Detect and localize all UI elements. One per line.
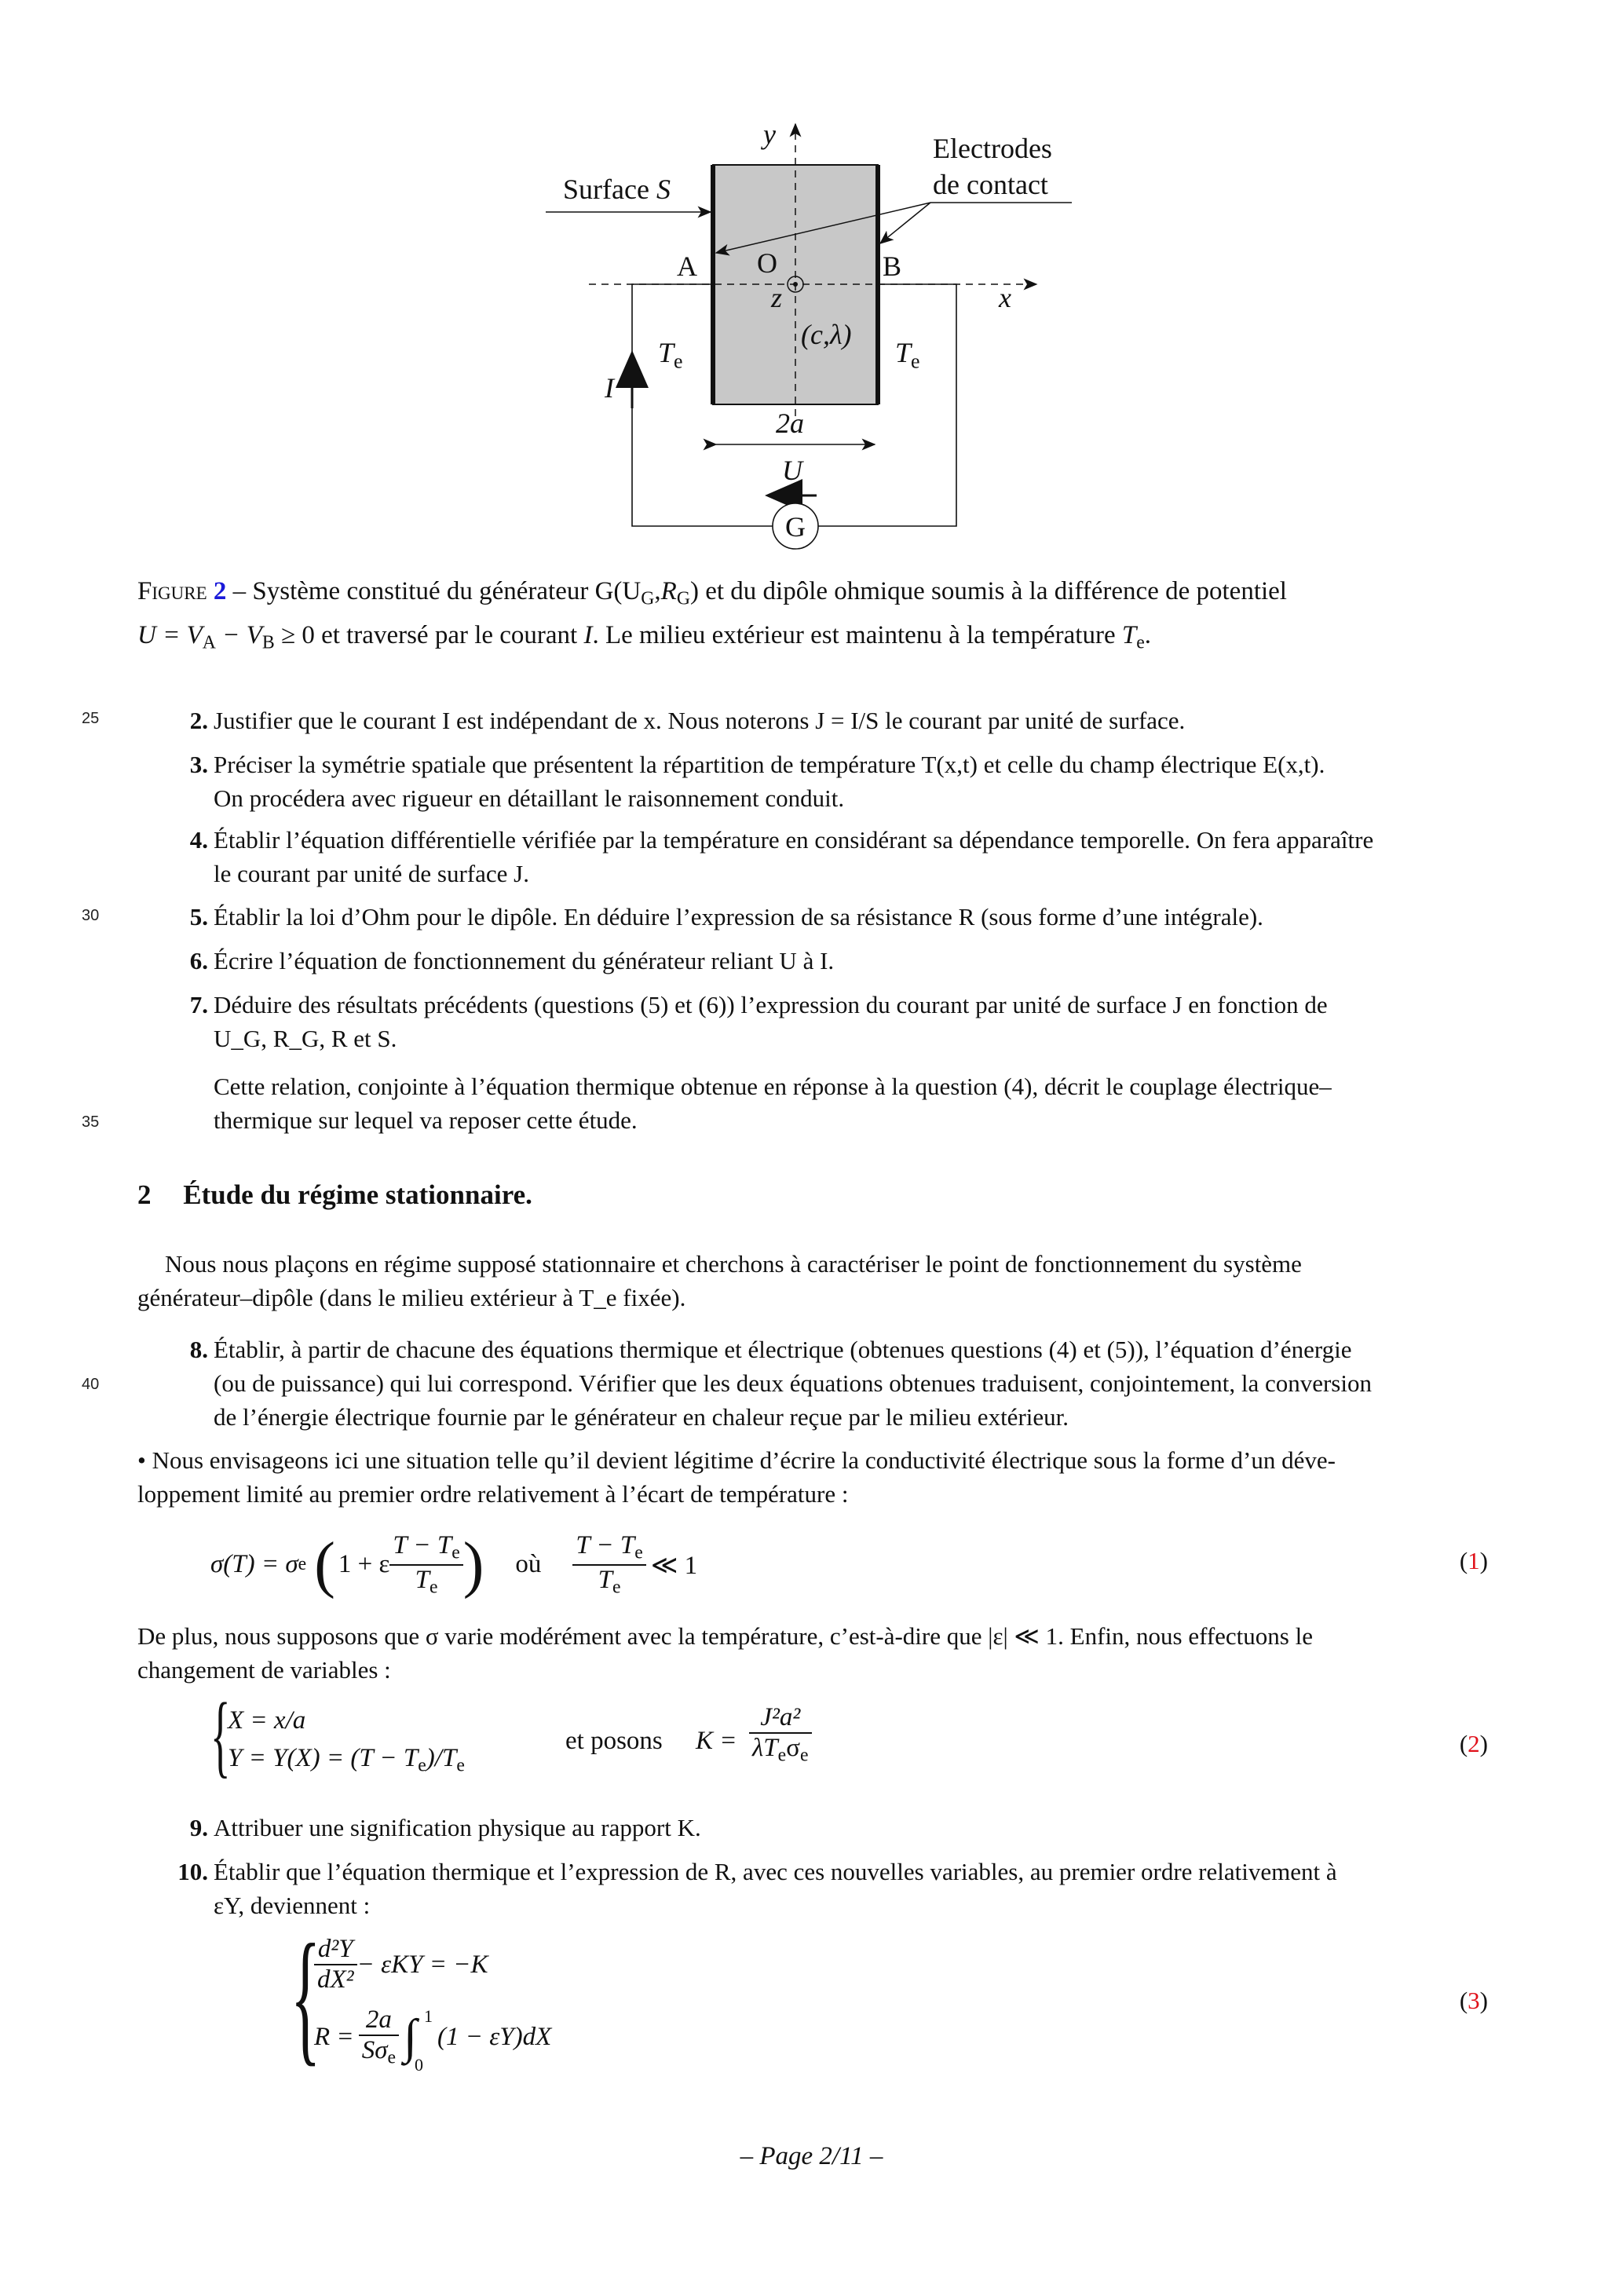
equation-1: σ(T) = σ e ( 1 + ε $\frac{T - T_e}{T_e}$ ) où $\frac{T - T_e}{T_e}$ ≪ 1 <box>210 1530 698 1600</box>
equation-2-link[interactable]: 2 <box>1468 1730 1480 1757</box>
circuit-diagram <box>0 0 1623 550</box>
temp-right-label: $T_e$ <box>895 337 920 373</box>
section-heading: 2 Étude du régime stationnaire. <box>137 1179 532 1210</box>
equation-3-label: (3) <box>1459 1987 1488 2014</box>
generator-label: G <box>785 511 806 543</box>
electrodes-label: Electrodes de contact <box>933 133 1052 200</box>
point-b-label: B <box>883 250 902 282</box>
point-a-label: A <box>677 250 697 282</box>
section-intro: Nous nous plaçons en régime supposé stationnaire et cherchons à caractériser le point de fonctionnement du système générateur–dipôle (dans le milieu extérieur à T_e fixée). <box>137 1250 1302 1311</box>
bullet-paragraph: • Nous envisageons ici une situation telle qu’il devient légitime d’écrire la conductivité électrique sous la forme d’un déve- loppement limité au premier ordre relativement à l’écart de température : <box>137 1446 1336 1508</box>
surface-label: Surface S <box>563 174 671 205</box>
z-axis-label: z <box>771 282 783 313</box>
width-label: 2a <box>776 408 804 439</box>
bullet-icon: • <box>137 1446 146 1474</box>
temp-left-label: $T_e$ <box>658 337 683 373</box>
line-number: 30 <box>82 907 100 924</box>
equation-3-link[interactable]: 3 <box>1468 1987 1480 2014</box>
line-number: 40 <box>82 1376 100 1393</box>
origin-label: O <box>757 247 777 279</box>
equation-2-label: (2) <box>1459 1730 1488 1757</box>
equation-1-link[interactable]: 1 <box>1468 1547 1480 1574</box>
page-footer: – Page 2/11 – <box>740 2142 883 2170</box>
assumption-paragraph: De plus, nous supposons que σ varie modérément avec la température, c’est-à-dire que |ε| ≪ 1. Enfin, nous effectuons le changement de variables : <box>137 1622 1313 1684</box>
current-label: I <box>605 372 614 404</box>
figure-number-link[interactable]: 2 <box>213 577 227 605</box>
equation-1-label: (1) <box>1459 1547 1488 1574</box>
figure-diagram <box>0 0 1623 550</box>
equation-3: { $\frac{\text{d²Y}}{\text{dX²}}$ − εKY = −K R = $\frac{2a}{S\sigma_e}$ ∫ 1 0 (1 − εY)dX <box>291 1914 552 2079</box>
line-number: 25 <box>82 710 100 727</box>
material-label: (c,λ) <box>801 319 852 350</box>
line-number: 35 <box>82 1113 100 1131</box>
figure-caption: Figure 2 – Système constitué du générateur $G(U_G,R_G)$ et du dipôle ohmique soumis à la différence de potentiel $U = V_A - V_B \ge 0$ et traversé par le courant I. Le milieu extérieur est maintenu à la température $T_e$. <box>137 577 1287 653</box>
y-axis-label: y <box>763 119 776 150</box>
voltage-label: U <box>782 455 802 486</box>
x-axis-label: x <box>999 282 1011 313</box>
